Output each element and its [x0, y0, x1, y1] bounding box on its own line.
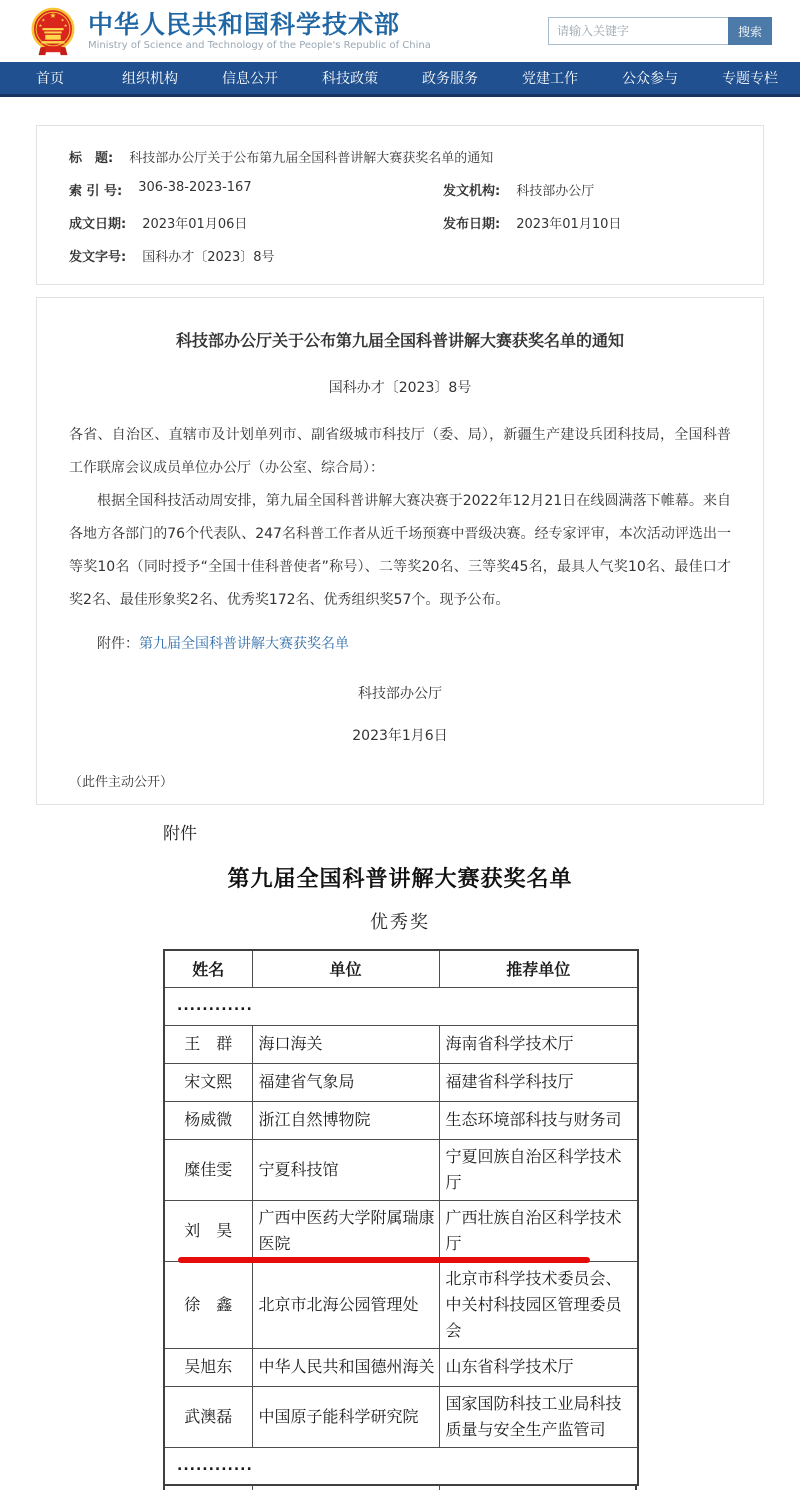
nav-item-0[interactable]: 首页	[36, 71, 64, 87]
nav-item-5[interactable]: 党建工作	[522, 71, 578, 87]
search-button[interactable]: 搜索	[728, 17, 772, 45]
meta-written-date-label: 成文日期:	[69, 217, 127, 232]
name-cell: 武澳磊	[164, 1386, 252, 1447]
rec-cell: 宁夏回族自治区科学技术厅	[439, 1139, 638, 1200]
table-row	[164, 1261, 638, 1348]
meta-index-value: 306-38-2023-167	[138, 180, 252, 195]
document-number: 国科办才〔2023〕8号	[328, 380, 472, 396]
page-content	[0, 97, 800, 805]
rec-cell: 山东省科学技术厅	[439, 1348, 638, 1386]
name-cell: 徐 鑫	[164, 1261, 252, 1348]
awards-table	[163, 949, 639, 1486]
rec-cell: 生态环境部科技与财务司	[439, 1101, 638, 1139]
name-cell: 杨威微	[164, 1101, 252, 1139]
name-cell: 王 群	[164, 1025, 252, 1063]
disclosure-note: （此件主动公开）	[69, 775, 174, 790]
unit-cell: 浙江自然博物院	[252, 1101, 439, 1139]
meta-written-date-value: 2023年01月06日	[142, 217, 248, 232]
table-row	[164, 1200, 638, 1261]
rec-cell: 海南省科学技术厅	[439, 1025, 638, 1063]
main-nav	[0, 62, 800, 97]
rec-cell: 国家国防科技工业局科技质量与安全生产监管司	[439, 1386, 638, 1447]
attachment-link[interactable]: 第九届全国科普讲解大赛获奖名单	[139, 636, 349, 652]
document-signer: 科技部办公厅	[358, 686, 442, 702]
unit-cell: 中国原子能科学研究院	[252, 1386, 439, 1447]
svg-text:★: ★	[49, 11, 57, 20]
table-row	[164, 1139, 638, 1200]
meta-index-label: 索 引 号:	[69, 184, 123, 199]
meta-issuer-label: 发文机构:	[443, 184, 501, 199]
table-row	[164, 1348, 638, 1386]
table-next-section-stub	[163, 1486, 637, 1490]
table-row	[164, 1025, 638, 1063]
unit-cell: 广西中医药大学附属瑞康医院	[252, 1200, 439, 1261]
rec-cell: 北京市科学技术委员会、中关村科技园区管理委员会	[439, 1261, 638, 1348]
table-header: 姓名	[164, 950, 252, 987]
search-input[interactable]	[548, 17, 728, 45]
meta-doc-number-value: 国科办才〔2023〕8号	[142, 250, 275, 265]
document-salutation: 各省、自治区、直辖市及计划单列市、副省级城市科技厅（委、局），新疆生产建设兵团科技局，全国科普工作联席会议成员单位办公厅（办公室、综合局）：	[69, 427, 731, 476]
nav-item-2[interactable]: 信息公开	[222, 71, 278, 87]
awards-table-wrap	[163, 949, 637, 1486]
table-row	[164, 1447, 638, 1485]
table-header: 单位	[252, 950, 439, 987]
attachment-section	[0, 805, 800, 1490]
search-area	[548, 17, 772, 45]
attachment-line	[69, 633, 731, 653]
rec-cell: 福建省科学科技厅	[439, 1063, 638, 1101]
name-cell: 吴旭东	[164, 1348, 252, 1386]
table-row	[164, 987, 638, 1025]
svg-text:★: ★	[63, 24, 68, 30]
rec-cell: 广西壮族自治区科学技术厅	[439, 1200, 638, 1261]
name-cell: 宋文熙	[164, 1063, 252, 1101]
ellipsis-cell: ............	[164, 1447, 638, 1485]
unit-cell: 福建省气象局	[252, 1063, 439, 1101]
table-row	[164, 1063, 638, 1101]
svg-text:★: ★	[41, 18, 46, 24]
unit-cell: 中华人民共和国德州海关	[252, 1348, 439, 1386]
awards-subtitle: 优秀奖	[370, 912, 430, 933]
nav-item-3[interactable]: 科技政策	[322, 71, 378, 87]
table-row	[164, 1386, 638, 1447]
site-title: 中华人民共和国科学技术部	[88, 9, 401, 39]
unit-cell: 宁夏科技馆	[252, 1139, 439, 1200]
document-sign-date: 2023年1月6日	[352, 728, 448, 744]
attachment-section-label: 附件	[163, 824, 197, 844]
ellipsis-cell: ............	[164, 987, 638, 1025]
red-underline	[178, 1257, 590, 1263]
nav-item-7[interactable]: 专题专栏	[722, 71, 778, 87]
site-header	[0, 0, 800, 62]
svg-text:★: ★	[38, 24, 43, 30]
meta-issuer-value: 科技部办公厅	[516, 184, 595, 199]
unit-cell: 北京市北海公园管理处	[252, 1261, 439, 1348]
nav-item-1[interactable]: 组织机构	[122, 71, 178, 87]
table-header: 推荐单位	[439, 950, 638, 987]
svg-text:★: ★	[60, 18, 65, 24]
site-subtitle: Ministry of Science and Technology of the People's Republic of China	[88, 40, 431, 52]
meta-title-label: 标 题:	[69, 151, 114, 166]
national-emblem-icon	[30, 5, 76, 57]
name-cell: 刘 昊	[164, 1200, 252, 1261]
meta-title-value: 科技部办公厅关于公布第九届全国科普讲解大赛获奖名单的通知	[129, 151, 494, 166]
awards-title: 第九届全国科普讲解大赛获奖名单	[227, 867, 573, 892]
nav-item-6[interactable]: 公众参与	[622, 71, 678, 87]
name-cell: 糜佳雯	[164, 1139, 252, 1200]
unit-cell: 海口海关	[252, 1025, 439, 1063]
attachment-label: 附件：	[97, 636, 139, 652]
document-body-box	[36, 297, 764, 805]
document-paragraph: 根据全国科技活动周安排，第九届全国科普讲解大赛决赛于2022年12月21日在线圆满落下帷幕。来自各地方各部门的76个代表队、247名科普工作者从近千场预赛中晋级决赛。经专家评审，本次活动评选出一等奖10名（同时授予“全国十佳科普使者”称号）、二等奖20名、三等奖45名，最具人气奖10名、最佳口才奖2名、最佳形象奖2名、优秀奖172名、优秀组织奖57个。现予公布。	[69, 493, 731, 608]
document-meta-box	[36, 125, 764, 285]
meta-doc-number-label: 发文字号:	[69, 250, 127, 265]
document-title: 科技部办公厅关于公布第九届全国科普讲解大赛获奖名单的通知	[175, 331, 624, 350]
table-row	[164, 1101, 638, 1139]
meta-publish-date-value: 2023年01月10日	[516, 217, 622, 232]
meta-publish-date-label: 发布日期:	[443, 217, 501, 232]
nav-item-4[interactable]: 政务服务	[422, 71, 478, 87]
